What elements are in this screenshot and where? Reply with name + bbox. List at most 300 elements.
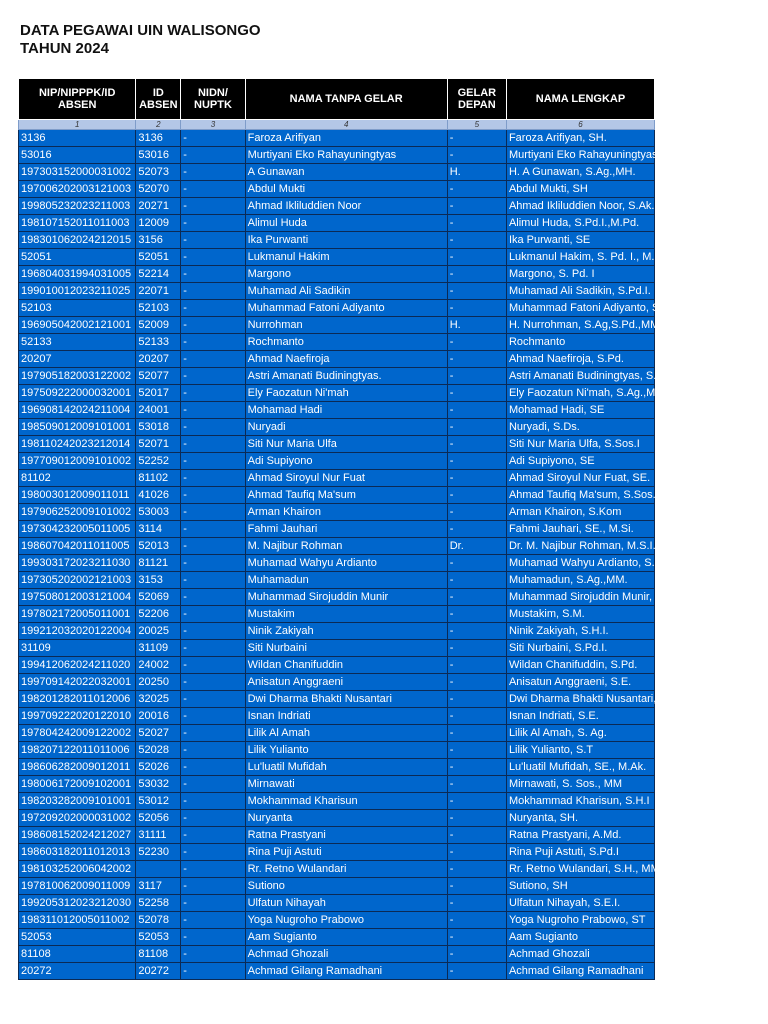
cell-id-absen: 81102 <box>136 470 181 487</box>
cell-id-absen: 3136 <box>136 130 181 147</box>
cell-nidn: - <box>181 759 245 776</box>
cell-id-absen: 52013 <box>136 538 181 555</box>
column-number: 3 <box>181 120 245 130</box>
cell-nidn: - <box>181 538 245 555</box>
cell-nama-tanpa-gelar: Lukmanul Hakim <box>245 249 447 266</box>
cell-nidn: - <box>181 504 245 521</box>
cell-id-absen: 52078 <box>136 912 181 929</box>
cell-nama-tanpa-gelar: Abdul Mukti <box>245 181 447 198</box>
cell-gelar-depan: - <box>447 640 506 657</box>
cell-id-absen: 31111 <box>136 827 181 844</box>
cell-nama-tanpa-gelar: Nurrohman <box>245 317 447 334</box>
cell-nip: 197905182003122002 <box>19 368 136 385</box>
table-row <box>19 249 655 266</box>
table-row <box>19 912 655 929</box>
cell-nama-lengkap: Ninik Zakiyah, S.H.I. <box>506 623 654 640</box>
header-id-absen: ID ABSEN <box>136 79 181 120</box>
table-body <box>19 130 713 980</box>
cell-id-absen: 52069 <box>136 589 181 606</box>
cell-nidn: - <box>181 249 245 266</box>
cell-nama-lengkap: Mohamad Hadi, SE <box>506 402 654 419</box>
table-row <box>19 844 655 861</box>
cell-nama-tanpa-gelar: Ahmad Naefiroja <box>245 351 447 368</box>
cell-nip: 31109 <box>19 640 136 657</box>
table-row <box>19 759 655 776</box>
cell-nama-tanpa-gelar: Ratna Prastyani <box>245 827 447 844</box>
cell-nama-tanpa-gelar: Wildan Chanifuddin <box>245 657 447 674</box>
cell-id-absen: 52056 <box>136 810 181 827</box>
cell-nip: 52053 <box>19 929 136 946</box>
cell-gelar-depan: - <box>447 776 506 793</box>
cell-nidn: - <box>181 232 245 249</box>
table-row <box>19 674 655 691</box>
cell-nama-tanpa-gelar: Ulfatun Nihayah <box>245 895 447 912</box>
cell-gelar-depan: H. <box>447 317 506 334</box>
cell-gelar-depan: - <box>447 674 506 691</box>
cell-gelar-depan: - <box>447 912 506 929</box>
document-title <box>20 22 261 58</box>
table-row <box>19 793 655 810</box>
table-row <box>19 640 655 657</box>
cell-nip: 197810062009011009 <box>19 878 136 895</box>
cell-nama-tanpa-gelar: Muhammad Fatoni Adiyanto <box>245 300 447 317</box>
cell-nama-tanpa-gelar: Ahmad Ikliluddien Noor <box>245 198 447 215</box>
cell-gelar-depan: - <box>447 810 506 827</box>
cell-nip: 197709012009101002 <box>19 453 136 470</box>
cell-id-absen: 3117 <box>136 878 181 895</box>
table-row <box>19 470 655 487</box>
cell-gelar-depan: - <box>447 453 506 470</box>
cell-nama-lengkap: Muhamad Wahyu Ardianto, S.H <box>506 555 654 572</box>
cell-gelar-depan: - <box>447 181 506 198</box>
cell-nama-tanpa-gelar: Mokhammad Kharisun <box>245 793 447 810</box>
cell-nama-lengkap: Murtiyani Eko Rahayuningtyas, S <box>506 147 654 164</box>
column-number: 1 <box>19 120 136 130</box>
cell-gelar-depan: - <box>447 861 506 878</box>
cell-nama-lengkap: Anisatun Anggraeni, S.E. <box>506 674 654 691</box>
cell-nama-lengkap: Margono, S. Pd. I <box>506 266 654 283</box>
cell-nama-tanpa-gelar: Isnan Indriati <box>245 708 447 725</box>
cell-nidn: - <box>181 895 245 912</box>
cell-nip: 199709142022032001 <box>19 674 136 691</box>
cell-nip: 52133 <box>19 334 136 351</box>
cell-nama-lengkap: Lilik Yulianto, S.T <box>506 742 654 759</box>
cell-id-absen: 52071 <box>136 436 181 453</box>
cell-nip: 197804242009122002 <box>19 725 136 742</box>
cell-id-absen: 24002 <box>136 657 181 674</box>
cell-nama-lengkap: H. A Gunawan, S.Ag.,MH. <box>506 164 654 181</box>
column-number: 4 <box>245 120 447 130</box>
cell-nama-lengkap: H. Nurrohman, S.Ag,S.Pd.,MM. <box>506 317 654 334</box>
cell-nip: 198603182011012013 <box>19 844 136 861</box>
cell-nama-lengkap: Muhamad Ali Sadikin, S.Pd.I. <box>506 283 654 300</box>
header-nama-tanpa-gelar: NAMA TANPA GELAR <box>245 79 447 120</box>
cell-nidn: - <box>181 487 245 504</box>
cell-nama-tanpa-gelar: Murtiyani Eko Rahayuningtyas <box>245 147 447 164</box>
cell-nip: 197304232005011005 <box>19 521 136 538</box>
cell-id-absen: 81121 <box>136 555 181 572</box>
cell-nip: 198607042011011005 <box>19 538 136 555</box>
table-row <box>19 402 655 419</box>
table-row <box>19 164 655 181</box>
cell-nidn: - <box>181 385 245 402</box>
table-row <box>19 810 655 827</box>
cell-nama-lengkap: Muhamadun, S.Ag.,MM. <box>506 572 654 589</box>
cell-gelar-depan: - <box>447 589 506 606</box>
cell-nidn: - <box>181 623 245 640</box>
cell-nama-lengkap: Lukmanul Hakim, S. Pd. I., M.M <box>506 249 654 266</box>
table-row <box>19 351 655 368</box>
cell-nama-tanpa-gelar: Dwi Dharma Bhakti Nusantari <box>245 691 447 708</box>
table-row <box>19 708 655 725</box>
cell-gelar-depan: Dr. <box>447 538 506 555</box>
cell-gelar-depan: - <box>447 198 506 215</box>
cell-id-absen: 52053 <box>136 929 181 946</box>
cell-nidn: - <box>181 368 245 385</box>
cell-nama-tanpa-gelar: Yoga Nugroho Prabowo <box>245 912 447 929</box>
cell-nama-tanpa-gelar: Rina Puji Astuti <box>245 844 447 861</box>
cell-nidn: - <box>181 708 245 725</box>
cell-nidn: - <box>181 300 245 317</box>
cell-nidn: - <box>181 742 245 759</box>
cell-id-absen: 52252 <box>136 453 181 470</box>
cell-nama-lengkap: Mirnawati, S. Sos., MM <box>506 776 654 793</box>
cell-nama-tanpa-gelar: Sutiono <box>245 878 447 895</box>
cell-nama-lengkap: Rr. Retno Wulandari, S.H., MM <box>506 861 654 878</box>
cell-nip: 198006172009102001 <box>19 776 136 793</box>
cell-nama-tanpa-gelar: Ika Purwanti <box>245 232 447 249</box>
cell-nama-lengkap: Ahmad Siroyul Nur Fuat, SE. <box>506 470 654 487</box>
cell-gelar-depan: - <box>447 470 506 487</box>
cell-gelar-depan: - <box>447 844 506 861</box>
table-row <box>19 181 655 198</box>
cell-id-absen: 53012 <box>136 793 181 810</box>
cell-nidn: - <box>181 266 245 283</box>
cell-id-absen: 41026 <box>136 487 181 504</box>
cell-nip: 53016 <box>19 147 136 164</box>
cell-nidn: - <box>181 963 245 980</box>
cell-nama-tanpa-gelar: Ahmad Taufiq Ma'sum <box>245 487 447 504</box>
cell-nama-tanpa-gelar: Adi Supiyono <box>245 453 447 470</box>
cell-id-absen: 3156 <box>136 232 181 249</box>
cell-gelar-depan: - <box>447 402 506 419</box>
cell-nama-lengkap: Abdul Mukti, SH <box>506 181 654 198</box>
cell-nip: 197006202003121003 <box>19 181 136 198</box>
cell-nama-lengkap: Achmad Ghozali <box>506 946 654 963</box>
cell-id-absen: 52230 <box>136 844 181 861</box>
cell-nidn: - <box>181 181 245 198</box>
cell-nip: 196905042002121001 <box>19 317 136 334</box>
cell-id-absen: 20272 <box>136 963 181 980</box>
cell-nip: 52103 <box>19 300 136 317</box>
table-row <box>19 946 655 963</box>
cell-nama-tanpa-gelar: Margono <box>245 266 447 283</box>
cell-nidn: - <box>181 929 245 946</box>
cell-gelar-depan: - <box>447 691 506 708</box>
cell-gelar-depan: - <box>447 215 506 232</box>
cell-nidn: - <box>181 419 245 436</box>
cell-nama-tanpa-gelar: M. Najibur Rohman <box>245 538 447 555</box>
cell-nama-tanpa-gelar: Siti Nurbaini <box>245 640 447 657</box>
cell-nama-lengkap: Isnan Indriati, S.E. <box>506 708 654 725</box>
cell-nama-tanpa-gelar: Mustakim <box>245 606 447 623</box>
cell-nama-tanpa-gelar: Rochmanto <box>245 334 447 351</box>
cell-gelar-depan: - <box>447 521 506 538</box>
cell-nidn: - <box>181 776 245 793</box>
cell-gelar-depan: - <box>447 657 506 674</box>
cell-gelar-depan: - <box>447 878 506 895</box>
cell-nidn: - <box>181 470 245 487</box>
cell-gelar-depan: - <box>447 963 506 980</box>
cell-nip: 196804031994031005 <box>19 266 136 283</box>
cell-nip: 199010012023211025 <box>19 283 136 300</box>
cell-nama-tanpa-gelar: Aam Sugianto <box>245 929 447 946</box>
cell-nama-lengkap: Alimul Huda, S.Pd.I.,M.Pd. <box>506 215 654 232</box>
cell-nip: 199212032020122004 <box>19 623 136 640</box>
cell-nidn: - <box>181 725 245 742</box>
cell-nip: 197305202002121003 <box>19 572 136 589</box>
cell-gelar-depan: - <box>447 266 506 283</box>
cell-id-absen: 20025 <box>136 623 181 640</box>
cell-gelar-depan: - <box>447 929 506 946</box>
cell-nama-lengkap: Mustakim, S.M. <box>506 606 654 623</box>
cell-nama-lengkap: Ika Purwanti, SE <box>506 232 654 249</box>
cell-id-absen: 24001 <box>136 402 181 419</box>
cell-nama-lengkap: Arman Khairon, S.Kom <box>506 504 654 521</box>
cell-nidn: - <box>181 810 245 827</box>
table-row <box>19 589 655 606</box>
cell-nama-tanpa-gelar: Ninik Zakiyah <box>245 623 447 640</box>
cell-nama-lengkap: Ratna Prastyani, A.Md. <box>506 827 654 844</box>
cell-nama-tanpa-gelar: Nuryanta <box>245 810 447 827</box>
cell-id-absen: 53018 <box>136 419 181 436</box>
cell-nama-tanpa-gelar: Ely Faozatun Ni'mah <box>245 385 447 402</box>
cell-nama-tanpa-gelar: Faroza Arifiyan <box>245 130 447 147</box>
cell-nidn: - <box>181 572 245 589</box>
table-row <box>19 317 655 334</box>
column-number: 2 <box>136 120 181 130</box>
cell-gelar-depan: - <box>447 725 506 742</box>
cell-id-absen: 52077 <box>136 368 181 385</box>
cell-nama-lengkap: Mokhammad Kharisun, S.H.I <box>506 793 654 810</box>
cell-id-absen: 52214 <box>136 266 181 283</box>
table-row <box>19 419 655 436</box>
cell-nama-lengkap: Lu'luatil Mufidah, SE., M.Ak. <box>506 759 654 776</box>
cell-nidn: - <box>181 589 245 606</box>
cell-gelar-depan: - <box>447 368 506 385</box>
header-row <box>19 79 655 120</box>
header-nip: NIP/NIPPPK/ID ABSEN <box>19 79 136 120</box>
cell-nama-tanpa-gelar: Ahmad Siroyul Nur Fuat <box>245 470 447 487</box>
cell-gelar-depan: - <box>447 385 506 402</box>
header-nidn: NIDN/ NUPTK <box>181 79 245 120</box>
cell-nidn: - <box>181 283 245 300</box>
cell-nidn: - <box>181 827 245 844</box>
cell-id-absen: 32025 <box>136 691 181 708</box>
cell-nama-lengkap: Dwi Dharma Bhakti Nusantari, SE <box>506 691 654 708</box>
cell-id-absen: 20207 <box>136 351 181 368</box>
cell-gelar-depan: - <box>447 555 506 572</box>
employee-table <box>18 78 713 980</box>
table-row <box>19 606 655 623</box>
table-row <box>19 453 655 470</box>
table-row <box>19 300 655 317</box>
cell-nip: 198311012005011002 <box>19 912 136 929</box>
cell-nama-lengkap: Faroza Arifiyan, SH. <box>506 130 654 147</box>
cell-id-absen: 52206 <box>136 606 181 623</box>
cell-gelar-depan: - <box>447 742 506 759</box>
column-number: 5 <box>447 120 506 130</box>
cell-nip: 198606282009012011 <box>19 759 136 776</box>
cell-nidn: - <box>181 164 245 181</box>
table-row <box>19 725 655 742</box>
cell-nidn: - <box>181 402 245 419</box>
cell-gelar-depan: - <box>447 895 506 912</box>
cell-nama-tanpa-gelar: Muhamad Ali Sadikin <box>245 283 447 300</box>
cell-gelar-depan: - <box>447 283 506 300</box>
cell-gelar-depan: - <box>447 759 506 776</box>
cell-nama-tanpa-gelar: Muhamad Wahyu Ardianto <box>245 555 447 572</box>
cell-id-absen: 20250 <box>136 674 181 691</box>
cell-nip: 199709222020122010 <box>19 708 136 725</box>
title-line-2: TAHUN 2024 <box>20 40 109 57</box>
cell-gelar-depan: - <box>447 249 506 266</box>
cell-nip: 197508012003121004 <box>19 589 136 606</box>
table-row <box>19 215 655 232</box>
cell-id-absen: 52017 <box>136 385 181 402</box>
header-gelar-depan: GELAR DEPAN <box>447 79 506 120</box>
cell-nip: 198608152024212027 <box>19 827 136 844</box>
cell-nama-lengkap: Adi Supiyono, SE <box>506 453 654 470</box>
cell-gelar-depan: - <box>447 606 506 623</box>
cell-nama-lengkap: Ahmad Taufiq Ma'sum, S.Sos. <box>506 487 654 504</box>
table-row <box>19 742 655 759</box>
header-nama-lengkap: NAMA LENGKAP <box>506 79 654 120</box>
cell-nama-lengkap: Ulfatun Nihayah, S.E.I. <box>506 895 654 912</box>
table-row <box>19 776 655 793</box>
table-row <box>19 572 655 589</box>
cell-nip: 197303152000031002 <box>19 164 136 181</box>
cell-nama-lengkap: Dr. M. Najibur Rohman, M.S.I. <box>506 538 654 555</box>
cell-nama-lengkap: Muhammad Fatoni Adiyanto, S. <box>506 300 654 317</box>
cell-id-absen: 52258 <box>136 895 181 912</box>
table-row <box>19 334 655 351</box>
cell-nip: 196908142024211004 <box>19 402 136 419</box>
cell-gelar-depan: - <box>447 793 506 810</box>
cell-nama-tanpa-gelar: A Gunawan <box>245 164 447 181</box>
cell-nidn: - <box>181 640 245 657</box>
cell-id-absen: 53003 <box>136 504 181 521</box>
cell-nidn: - <box>181 198 245 215</box>
cell-nama-lengkap: Siti Nur Maria Ulfa, S.Sos.I <box>506 436 654 453</box>
cell-nip: 199805232023211003 <box>19 198 136 215</box>
table-row <box>19 266 655 283</box>
cell-gelar-depan: - <box>447 436 506 453</box>
cell-id-absen: 52103 <box>136 300 181 317</box>
cell-nidn: - <box>181 606 245 623</box>
cell-gelar-depan: - <box>447 300 506 317</box>
cell-nidn: - <box>181 351 245 368</box>
cell-nidn: - <box>181 555 245 572</box>
cell-nama-lengkap: Nuryanta, SH. <box>506 810 654 827</box>
cell-nama-lengkap: Fahmi Jauhari, SE., M.Si. <box>506 521 654 538</box>
cell-nama-lengkap: Lilik Al Amah, S. Ag. <box>506 725 654 742</box>
cell-gelar-depan: - <box>447 147 506 164</box>
cell-nip: 199303172023211030 <box>19 555 136 572</box>
cell-gelar-depan: H. <box>447 164 506 181</box>
cell-nama-tanpa-gelar: Lilik Yulianto <box>245 742 447 759</box>
cell-nama-tanpa-gelar: Siti Nur Maria Ulfa <box>245 436 447 453</box>
cell-gelar-depan: - <box>447 351 506 368</box>
cell-id-absen: 53016 <box>136 147 181 164</box>
cell-nip: 3136 <box>19 130 136 147</box>
cell-nidn: - <box>181 521 245 538</box>
cell-nidn: - <box>181 147 245 164</box>
cell-nama-lengkap: Sutiono, SH <box>506 878 654 895</box>
table-row <box>19 895 655 912</box>
table-row <box>19 521 655 538</box>
cell-nip: 197802172005011001 <box>19 606 136 623</box>
cell-nip: 198207122011011006 <box>19 742 136 759</box>
table-row <box>19 368 655 385</box>
cell-nidn: - <box>181 912 245 929</box>
cell-gelar-depan: - <box>447 130 506 147</box>
cell-id-absen: 12009 <box>136 215 181 232</box>
cell-id-absen <box>136 861 181 878</box>
cell-gelar-depan: - <box>447 419 506 436</box>
cell-nama-tanpa-gelar: Rr. Retno Wulandari <box>245 861 447 878</box>
title-line-1: DATA PEGAWAI UIN WALISONGO <box>20 22 261 39</box>
cell-nip: 197906252009101002 <box>19 504 136 521</box>
cell-nama-lengkap: Achmad Gilang Ramadhani <box>506 963 654 980</box>
cell-nidn: - <box>181 844 245 861</box>
table-row <box>19 538 655 555</box>
cell-gelar-depan: - <box>447 232 506 249</box>
table-row <box>19 929 655 946</box>
cell-nip: 81108 <box>19 946 136 963</box>
column-number-row <box>19 120 655 130</box>
table-row <box>19 878 655 895</box>
table-row <box>19 147 655 164</box>
cell-nidn: - <box>181 317 245 334</box>
cell-id-absen: 52133 <box>136 334 181 351</box>
cell-id-absen: 52027 <box>136 725 181 742</box>
cell-gelar-depan: - <box>447 708 506 725</box>
cell-nip: 198110242023212014 <box>19 436 136 453</box>
cell-nip: 81102 <box>19 470 136 487</box>
cell-gelar-depan: - <box>447 623 506 640</box>
column-number: 6 <box>506 120 654 130</box>
cell-nip: 197509222000032001 <box>19 385 136 402</box>
cell-id-absen: 81108 <box>136 946 181 963</box>
cell-gelar-depan: - <box>447 946 506 963</box>
cell-id-absen: 20271 <box>136 198 181 215</box>
cell-id-absen: 31109 <box>136 640 181 657</box>
cell-nip: 198201282011012006 <box>19 691 136 708</box>
cell-nip: 198509012009101001 <box>19 419 136 436</box>
cell-id-absen: 52009 <box>136 317 181 334</box>
table-row <box>19 623 655 640</box>
cell-nip: 20207 <box>19 351 136 368</box>
cell-id-absen: 52051 <box>136 249 181 266</box>
cell-nip: 198203282009101001 <box>19 793 136 810</box>
table-row <box>19 555 655 572</box>
cell-nidn: - <box>181 453 245 470</box>
cell-gelar-depan: - <box>447 572 506 589</box>
table-row <box>19 861 655 878</box>
table-row <box>19 487 655 504</box>
cell-nip: 198003012009011011 <box>19 487 136 504</box>
